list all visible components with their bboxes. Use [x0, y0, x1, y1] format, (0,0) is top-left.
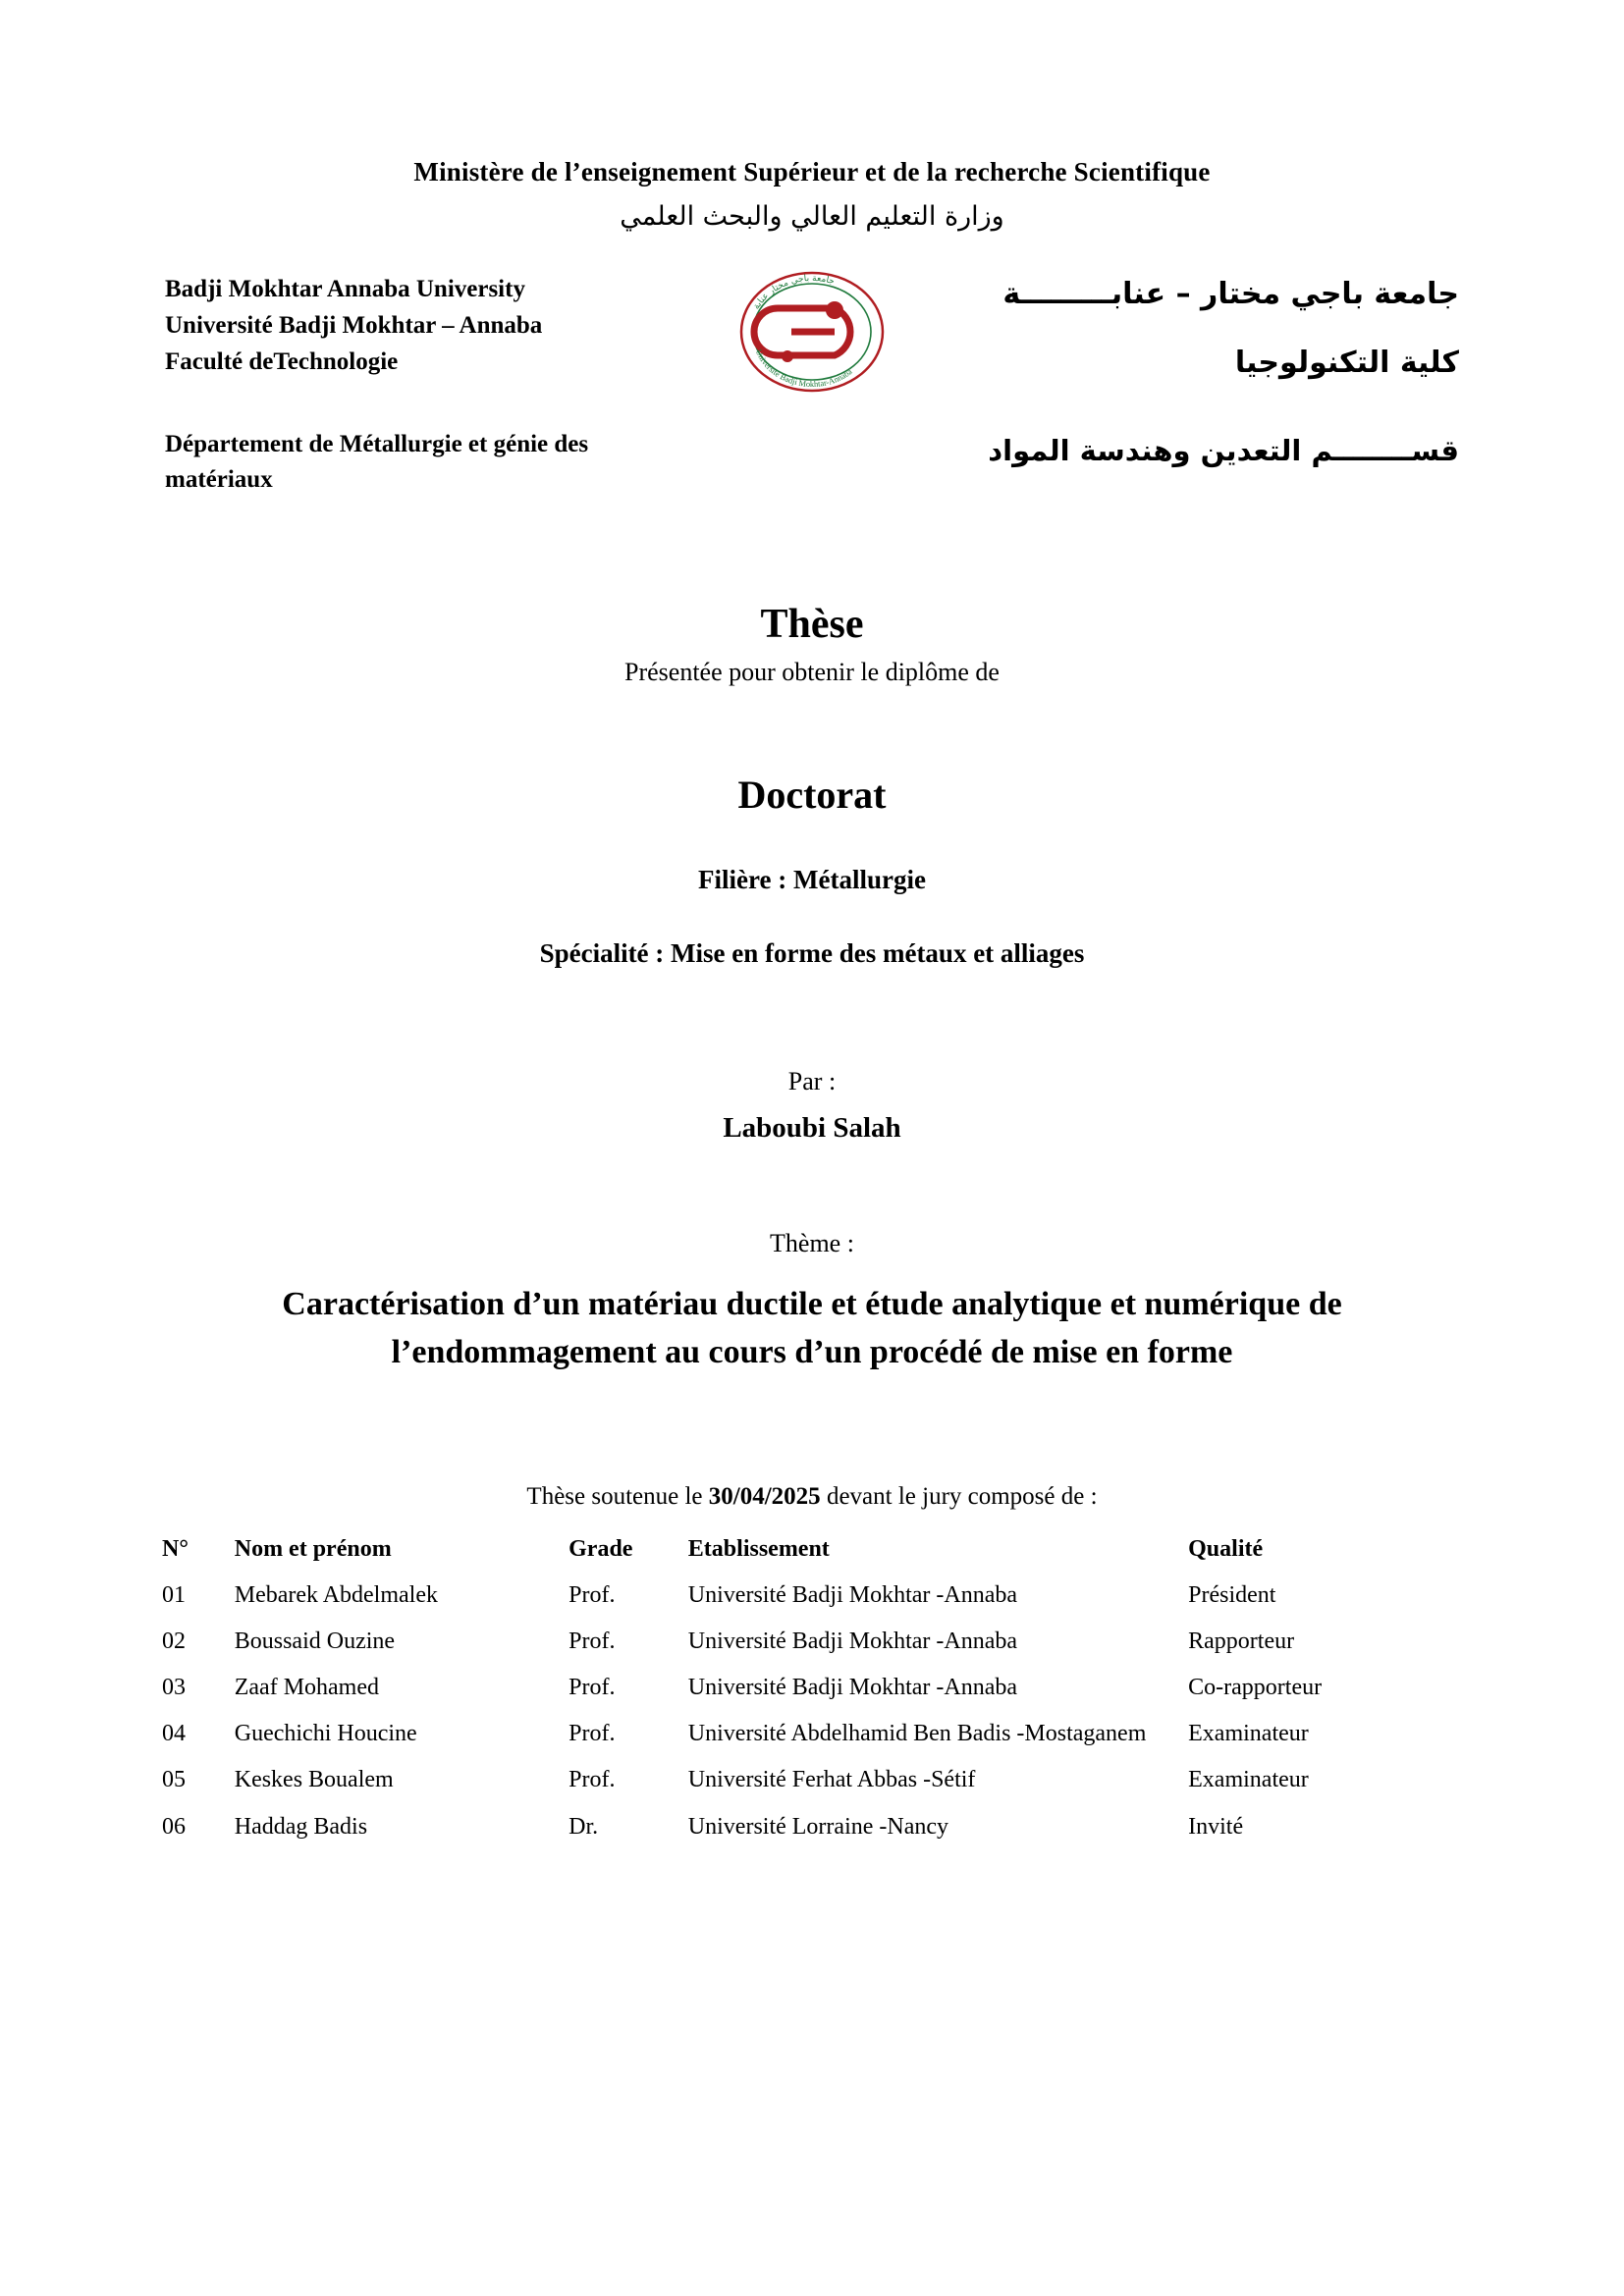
- cell-institution: Université Badji Mokhtar -Annaba: [687, 1628, 1018, 1654]
- cell-number: 03: [162, 1674, 186, 1700]
- cell-number: 02: [162, 1628, 186, 1654]
- cell-grade: Prof.: [568, 1674, 616, 1700]
- cell-number: 01: [162, 1581, 186, 1608]
- table-row: [156, 1757, 1468, 1803]
- cell-number: 04: [162, 1721, 186, 1747]
- table-row: [156, 1804, 1468, 1850]
- degree-name: Doctorat: [737, 773, 887, 817]
- cell-quality: Co-rapporteur: [1188, 1674, 1323, 1700]
- cell-grade: Prof.: [568, 1581, 616, 1608]
- cell-name: Boussaid Ouzine: [234, 1628, 396, 1654]
- by-label: Par :: [787, 1067, 837, 1095]
- university-name-fr: Université Badji Mokhtar – Annaba: [165, 312, 543, 339]
- faculty-name-fr: Faculté deTechnologie: [165, 348, 399, 375]
- cell-name: Guechichi Houcine: [234, 1721, 417, 1747]
- university-name-en: Badji Mokhtar Annaba University: [165, 276, 525, 302]
- cell-grade: Dr.: [568, 1813, 599, 1840]
- column-header-number: N°: [162, 1535, 189, 1562]
- table-row: [156, 1711, 1468, 1757]
- column-header-name: Nom et prénom: [234, 1535, 392, 1562]
- jury-table: [156, 1532, 1468, 1850]
- theme-label: Thème :: [770, 1229, 854, 1257]
- defense-date: 30/04/2025: [708, 1482, 821, 1510]
- defense-intro-prefix: Thèse soutenue le: [526, 1482, 703, 1510]
- cell-name: Keskes Boualem: [234, 1767, 394, 1793]
- cell-name: Mebarek Abdelmalek: [234, 1581, 438, 1608]
- cell-grade: Prof.: [568, 1721, 616, 1747]
- svg-text:جامعة باجي مختار عنابة: جامعة باجي مختار عنابة: [751, 273, 836, 312]
- cell-quality: Examinateur: [1188, 1767, 1309, 1793]
- institution-left-fr: [165, 271, 695, 497]
- cell-number: 06: [162, 1813, 186, 1840]
- document-kind: Thèse: [760, 602, 864, 647]
- speciality-line: Spécialité : Mise en forme des métaux et alliages: [539, 938, 1085, 968]
- presented-for-line: Présentée pour obtenir le diplôme de: [624, 658, 1000, 686]
- page-title: Caractérisation d’un matériau ductile et étude analytique et numérique de l’endommagement au cours d’un procédé de mise en forme: [282, 1286, 1342, 1371]
- institution-block: [0, 271, 1624, 536]
- cell-name: Zaaf Mohamed: [234, 1674, 380, 1700]
- cell-institution: Université Lorraine -Nancy: [687, 1813, 949, 1840]
- university-name-ar: جامعة باجي مختار – عنابـــــــــة: [1002, 277, 1459, 311]
- institution-right-ar: [870, 271, 1459, 473]
- column-header-quality: Qualité: [1188, 1535, 1264, 1562]
- defense-intro: [0, 1483, 1624, 1511]
- cell-quality: Examinateur: [1188, 1721, 1309, 1747]
- cell-institution: Université Badji Mokhtar -Annaba: [687, 1581, 1018, 1608]
- table-row: [156, 1619, 1468, 1665]
- ministry-line-fr: Ministère de l’enseignement Supérieur et de la recherche Scientifique: [413, 157, 1211, 187]
- author-name: Laboubi Salah: [723, 1112, 901, 1144]
- column-header-institution: Etablissement: [687, 1535, 830, 1562]
- cell-grade: Prof.: [568, 1767, 616, 1793]
- column-header-grade: Grade: [568, 1535, 633, 1562]
- cell-number: 05: [162, 1767, 186, 1793]
- cell-name: Haddag Badis: [234, 1813, 368, 1840]
- cell-institution: Université Ferhat Abbas -Sétif: [687, 1767, 976, 1793]
- cell-grade: Prof.: [568, 1628, 616, 1654]
- cell-institution: Université Badji Mokhtar -Annaba: [687, 1674, 1018, 1700]
- cell-quality: Rapporteur: [1188, 1628, 1295, 1654]
- cell-institution: Université Abdelhamid Ben Badis -Mostaganem: [687, 1721, 1147, 1747]
- field-line: Filière : Métallurgie: [698, 865, 926, 894]
- department-name-ar: قســــــــم التعدين وهندسة المواد: [988, 434, 1459, 467]
- table-header-row: [156, 1532, 1468, 1573]
- svg-text:Université Badji Mokhtar-Annab: Université Badji Mokhtar-Annaba: [753, 347, 854, 390]
- defense-intro-suffix: devant le jury composé de :: [826, 1482, 1098, 1510]
- cell-quality: Invité: [1188, 1813, 1244, 1840]
- table-row: [156, 1665, 1468, 1711]
- cell-quality: Président: [1188, 1581, 1276, 1608]
- ministry-line-ar: وزارة التعليم العالي والبحث العلمي: [620, 201, 1004, 232]
- department-name-fr: Département de Métallurgie et génie des matériaux: [165, 431, 589, 493]
- table-row: [156, 1573, 1468, 1619]
- faculty-name-ar: كلية التكنولوجيا: [1234, 346, 1459, 380]
